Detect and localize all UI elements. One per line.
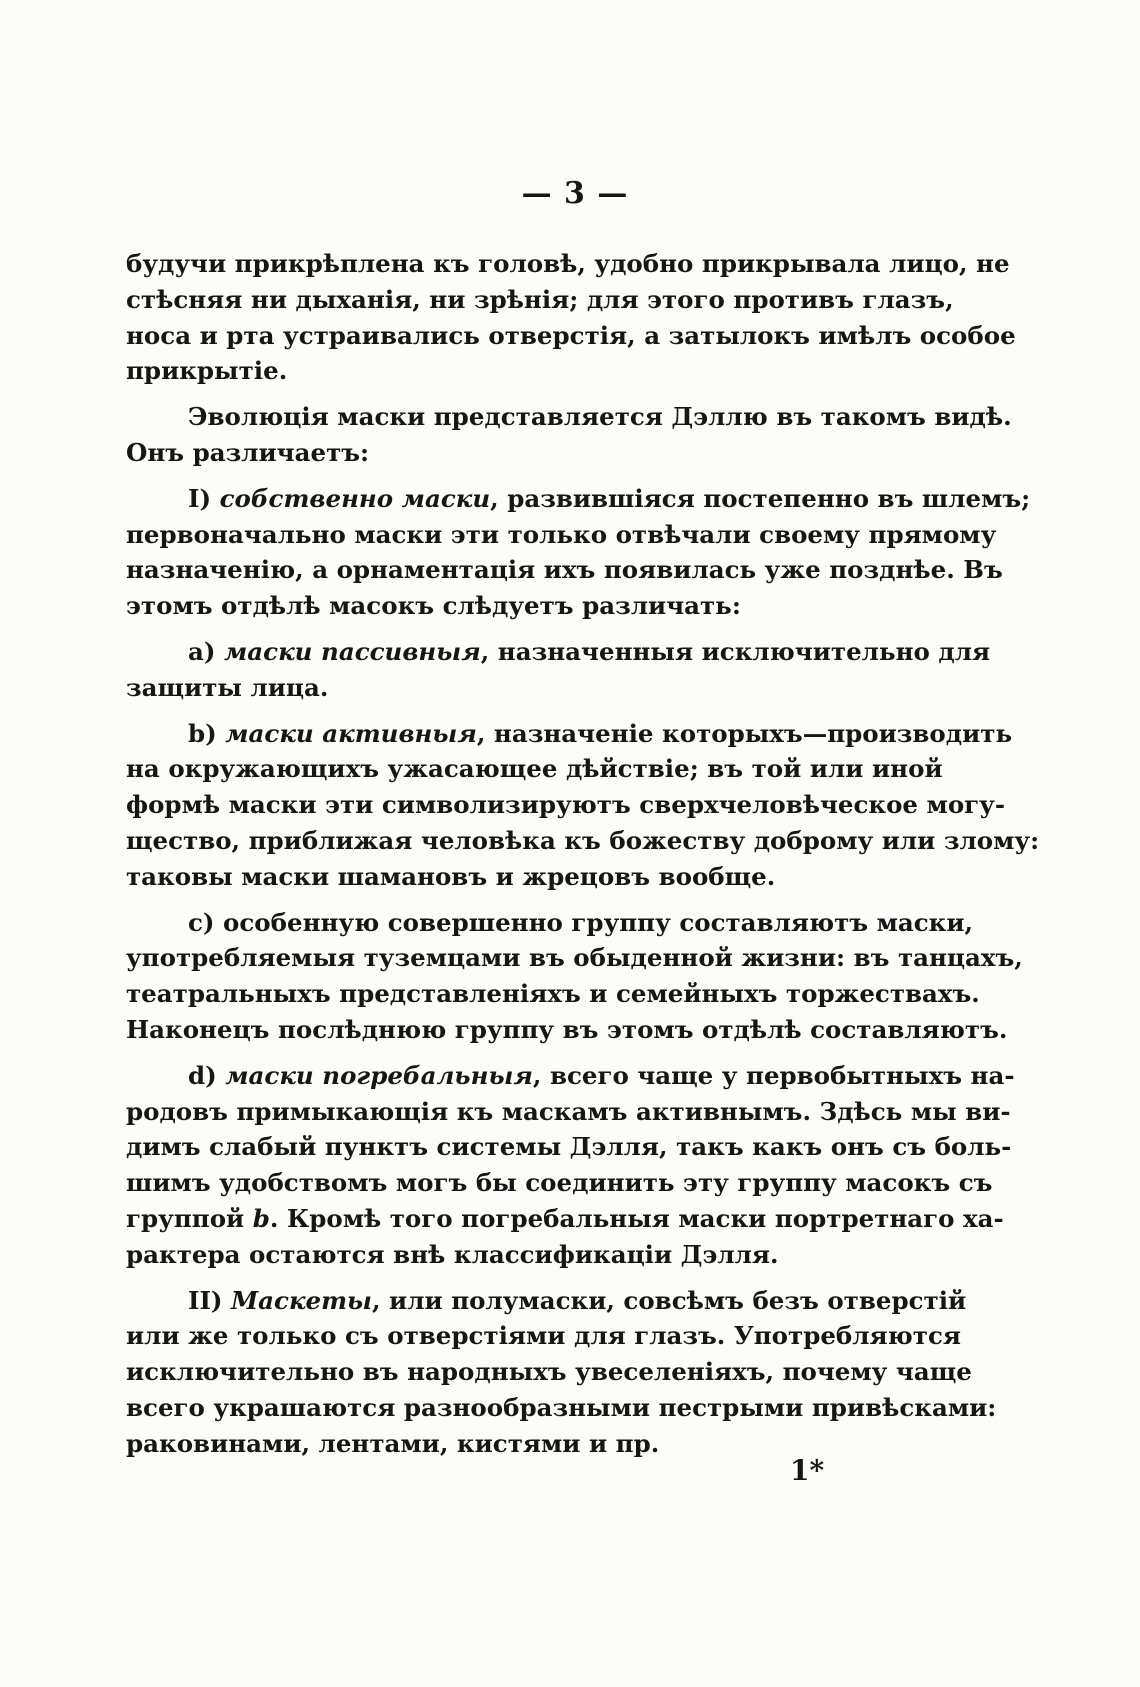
text-line: рактера остаются внѣ классификаціи Дэлля. xyxy=(126,1239,779,1269)
body-text xyxy=(126,246,1040,1462)
text-line: исключительно въ народныхъ увеселеніяхъ, почему чаще xyxy=(126,1357,972,1387)
text-line: театральныхъ представленіяхъ и семейныхъ торжествахъ. xyxy=(126,979,980,1009)
text-line: b) маски активныя, назначеніе которыхъ—производить xyxy=(188,718,1013,748)
text-line: a) маски пассивныя, назначенныя исключительно для xyxy=(188,636,991,666)
text-line: Онъ различаетъ: xyxy=(126,437,370,467)
text-line: или же только съ отверстіями для глазъ. Употребляются xyxy=(126,1321,961,1351)
text-line: будучи прикрѣплена къ головѣ, удобно прикрывала лицо, не xyxy=(126,249,1010,278)
text-line: димъ слабый пунктъ системы Дэлля, такъ какъ онъ съ боль- xyxy=(126,1132,1012,1162)
text-line: прикрытіе. xyxy=(126,356,288,386)
text-line: всего украшаются разнообразными пестрыми привѣсками: xyxy=(126,1392,997,1422)
text-line: c) особенную совершенно группу составляютъ маски, xyxy=(188,907,974,937)
text-line: Наконецъ послѣднюю группу въ этомъ отдѣлѣ составляютъ. xyxy=(126,1014,1008,1044)
text-line: группой b. Кромѣ того погребальныя маски портретнаго ха- xyxy=(126,1203,1004,1233)
text-line: носа и рта устраивались отверстія, а затылокъ имѣлъ особое xyxy=(126,320,1016,350)
text-line: защиты лица. xyxy=(126,672,329,702)
italic-term: маски погребальныя xyxy=(225,1060,533,1090)
italic-term: b xyxy=(252,1203,270,1233)
text-line: употребляемыя туземцами въ обыденной жизни: въ танцахъ, xyxy=(126,943,1023,973)
text-line: II) Маскеты, или полумаски, совсѣмъ безъ отверстій xyxy=(188,1285,967,1315)
text-line: назначенію, а орнаментація ихъ появилась уже позднѣе. Въ xyxy=(126,555,1003,585)
italic-term: маски активныя xyxy=(225,718,477,748)
text-line: раковинами, лентами, кистями и пр. xyxy=(126,1428,660,1458)
text-line: этомъ отдѣлѣ масокъ слѣдуетъ различать: xyxy=(126,591,741,621)
text-line: таковы маски шамановъ и жрецовъ вообще. xyxy=(126,861,776,891)
text-line: родовъ примыкающія къ маскамъ активнымъ. Здѣсь мы ви- xyxy=(126,1096,1011,1126)
text-line: d) маски погребальныя, всего чаще у первобытныхъ на- xyxy=(188,1060,1015,1090)
italic-term: собственно маски xyxy=(219,483,491,513)
text-line: I) собственно маски, развившіяся постепенно въ шлемъ; xyxy=(188,483,1031,513)
page-number: — 3 — xyxy=(521,176,629,211)
text-line: первоначально маски эти только отвѣчали своему прямому xyxy=(126,519,997,549)
text-line: щество, приближая человѣка къ божеству доброму или злому: xyxy=(126,825,1040,855)
text-line: Эволюція маски представляется Дэллю въ такомъ видѣ. xyxy=(188,402,1012,432)
text-line: на окружающихъ ужасающее дѣйствіе; въ той или иной xyxy=(126,754,943,784)
signature-mark: 1* xyxy=(790,1454,825,1487)
text-line: шимъ удобствомъ могъ бы соединить эту группу масокъ съ xyxy=(126,1168,993,1198)
text-line: стѣсняя ни дыханія, ни зрѣнія; для этого противъ глазъ, xyxy=(126,284,954,314)
italic-term: маски пассивныя xyxy=(224,636,481,666)
italic-term: Маскеты xyxy=(231,1285,372,1315)
text-line: формѣ маски эти символизируютъ сверхчеловѣческое могу- xyxy=(126,790,1006,820)
